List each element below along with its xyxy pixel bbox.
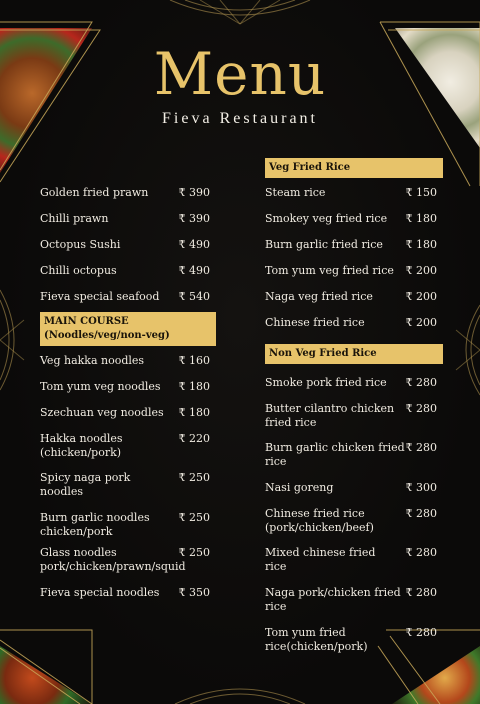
menu-item (40, 290, 216, 304)
item-price: ₹ 200 (405, 290, 437, 303)
right-column (265, 158, 443, 654)
item-name: Naga pork/chicken fried rice (265, 586, 401, 613)
item-name: Golden fried prawn (40, 186, 149, 199)
item-price: ₹ 280 (405, 546, 437, 559)
item-name: Chilli prawn (40, 212, 109, 225)
item-name: Fieva special noodles (40, 586, 160, 599)
menu-item (40, 586, 216, 600)
item-name: Tom yum veg fried rice (265, 264, 394, 277)
item-price: ₹ 180 (178, 380, 210, 393)
menu-item (40, 212, 216, 226)
item-price: ₹ 250 (178, 511, 210, 524)
item-price: ₹ 280 (405, 402, 437, 415)
menu-item (265, 626, 443, 654)
item-name: Steam rice (265, 186, 326, 199)
menu-item (265, 186, 443, 200)
item-name: Burn garlic chicken fried rice (265, 441, 405, 468)
item-price: ₹ 250 (178, 471, 210, 484)
item-name: Chilli octopus (40, 264, 117, 277)
item-name: Chinese fried rice (pork/chicken/beef) (265, 507, 374, 534)
menu-item (40, 380, 216, 394)
restaurant-name: Fieva Restaurant (162, 110, 318, 127)
item-price: ₹ 490 (178, 264, 210, 277)
menu-title: Menu (153, 40, 327, 108)
item-name: Fieva special seafood (40, 290, 160, 303)
menu-item (40, 406, 216, 420)
item-price: ₹ 180 (405, 238, 437, 251)
left-column (40, 186, 216, 600)
item-name: Octopus Sushi (40, 238, 121, 251)
menu-item (265, 441, 443, 469)
item-price: ₹ 200 (405, 316, 437, 329)
menu-item (265, 290, 443, 304)
item-price: ₹ 280 (405, 376, 437, 389)
item-price: ₹ 280 (405, 586, 437, 599)
menu-item (265, 212, 443, 226)
item-price: ₹ 280 (405, 441, 437, 454)
menu-item (265, 376, 443, 390)
menu-item (265, 586, 443, 614)
item-name: Burn garlic noodles chicken/pork (40, 511, 150, 538)
item-name: Veg hakka noodles (40, 354, 145, 367)
section-header-veg-fried-rice: Veg Fried Rice (265, 158, 443, 178)
item-price: ₹ 200 (405, 264, 437, 277)
item-name: Burn garlic fried rice (265, 238, 383, 251)
item-name: Smoke pork fried rice (265, 376, 387, 389)
menu-item (40, 238, 216, 252)
item-price: ₹ 220 (178, 432, 210, 445)
food-photo-bottom-left (0, 646, 92, 704)
menu-item (40, 546, 216, 574)
item-price: ₹ 300 (405, 481, 437, 494)
item-price: ₹ 180 (405, 212, 437, 225)
item-price: ₹ 280 (405, 626, 437, 639)
item-name: Szechuan veg noodles (40, 406, 164, 419)
item-price: ₹ 390 (178, 186, 210, 199)
menu-item (265, 402, 443, 430)
section-header-main-course: MAIN COURSE (Noodles/veg/non-veg) (40, 312, 216, 346)
item-name: Tom yum veg noodles (40, 380, 161, 393)
item-price: ₹ 490 (178, 238, 210, 251)
menu-item (265, 238, 443, 252)
item-name: Tom yum fried rice(chicken/pork) (265, 626, 368, 653)
item-price: ₹ 150 (405, 186, 437, 199)
menu-item (265, 316, 443, 330)
item-price: ₹ 350 (178, 586, 210, 599)
item-name: Mixed chinese fried rice (265, 546, 376, 573)
menu-item (40, 471, 216, 499)
menu-item (265, 546, 443, 574)
item-name: Naga veg fried rice (265, 290, 373, 303)
item-name: Nasi goreng (265, 481, 334, 494)
item-price: ₹ 540 (178, 290, 210, 303)
menu-item (265, 264, 443, 278)
menu-item (40, 264, 216, 278)
menu-item (40, 432, 216, 460)
food-photo-bottom-right (392, 646, 480, 704)
menu-item (40, 186, 216, 200)
item-price: ₹ 390 (178, 212, 210, 225)
item-name: Spicy naga pork noodles (40, 471, 131, 498)
item-price: ₹ 180 (178, 406, 210, 419)
item-name: Hakka noodles (chicken/pork) (40, 432, 123, 459)
menu-item (265, 481, 443, 495)
menu-item (40, 354, 216, 368)
section-header-non-veg-fried-rice: Non Veg Fried Rice (265, 344, 443, 364)
menu-item (40, 511, 216, 539)
item-name: Smokey veg fried rice (265, 212, 388, 225)
item-price: ₹ 160 (178, 354, 210, 367)
item-price: ₹ 250 (178, 546, 210, 559)
item-name: Chinese fried rice (265, 316, 365, 329)
item-name: Butter cilantro chicken fried rice (265, 402, 395, 429)
item-price: ₹ 280 (405, 507, 437, 520)
menu-item (265, 507, 443, 535)
item-name: Glass noodles pork/chicken/prawn/squid (40, 546, 186, 573)
